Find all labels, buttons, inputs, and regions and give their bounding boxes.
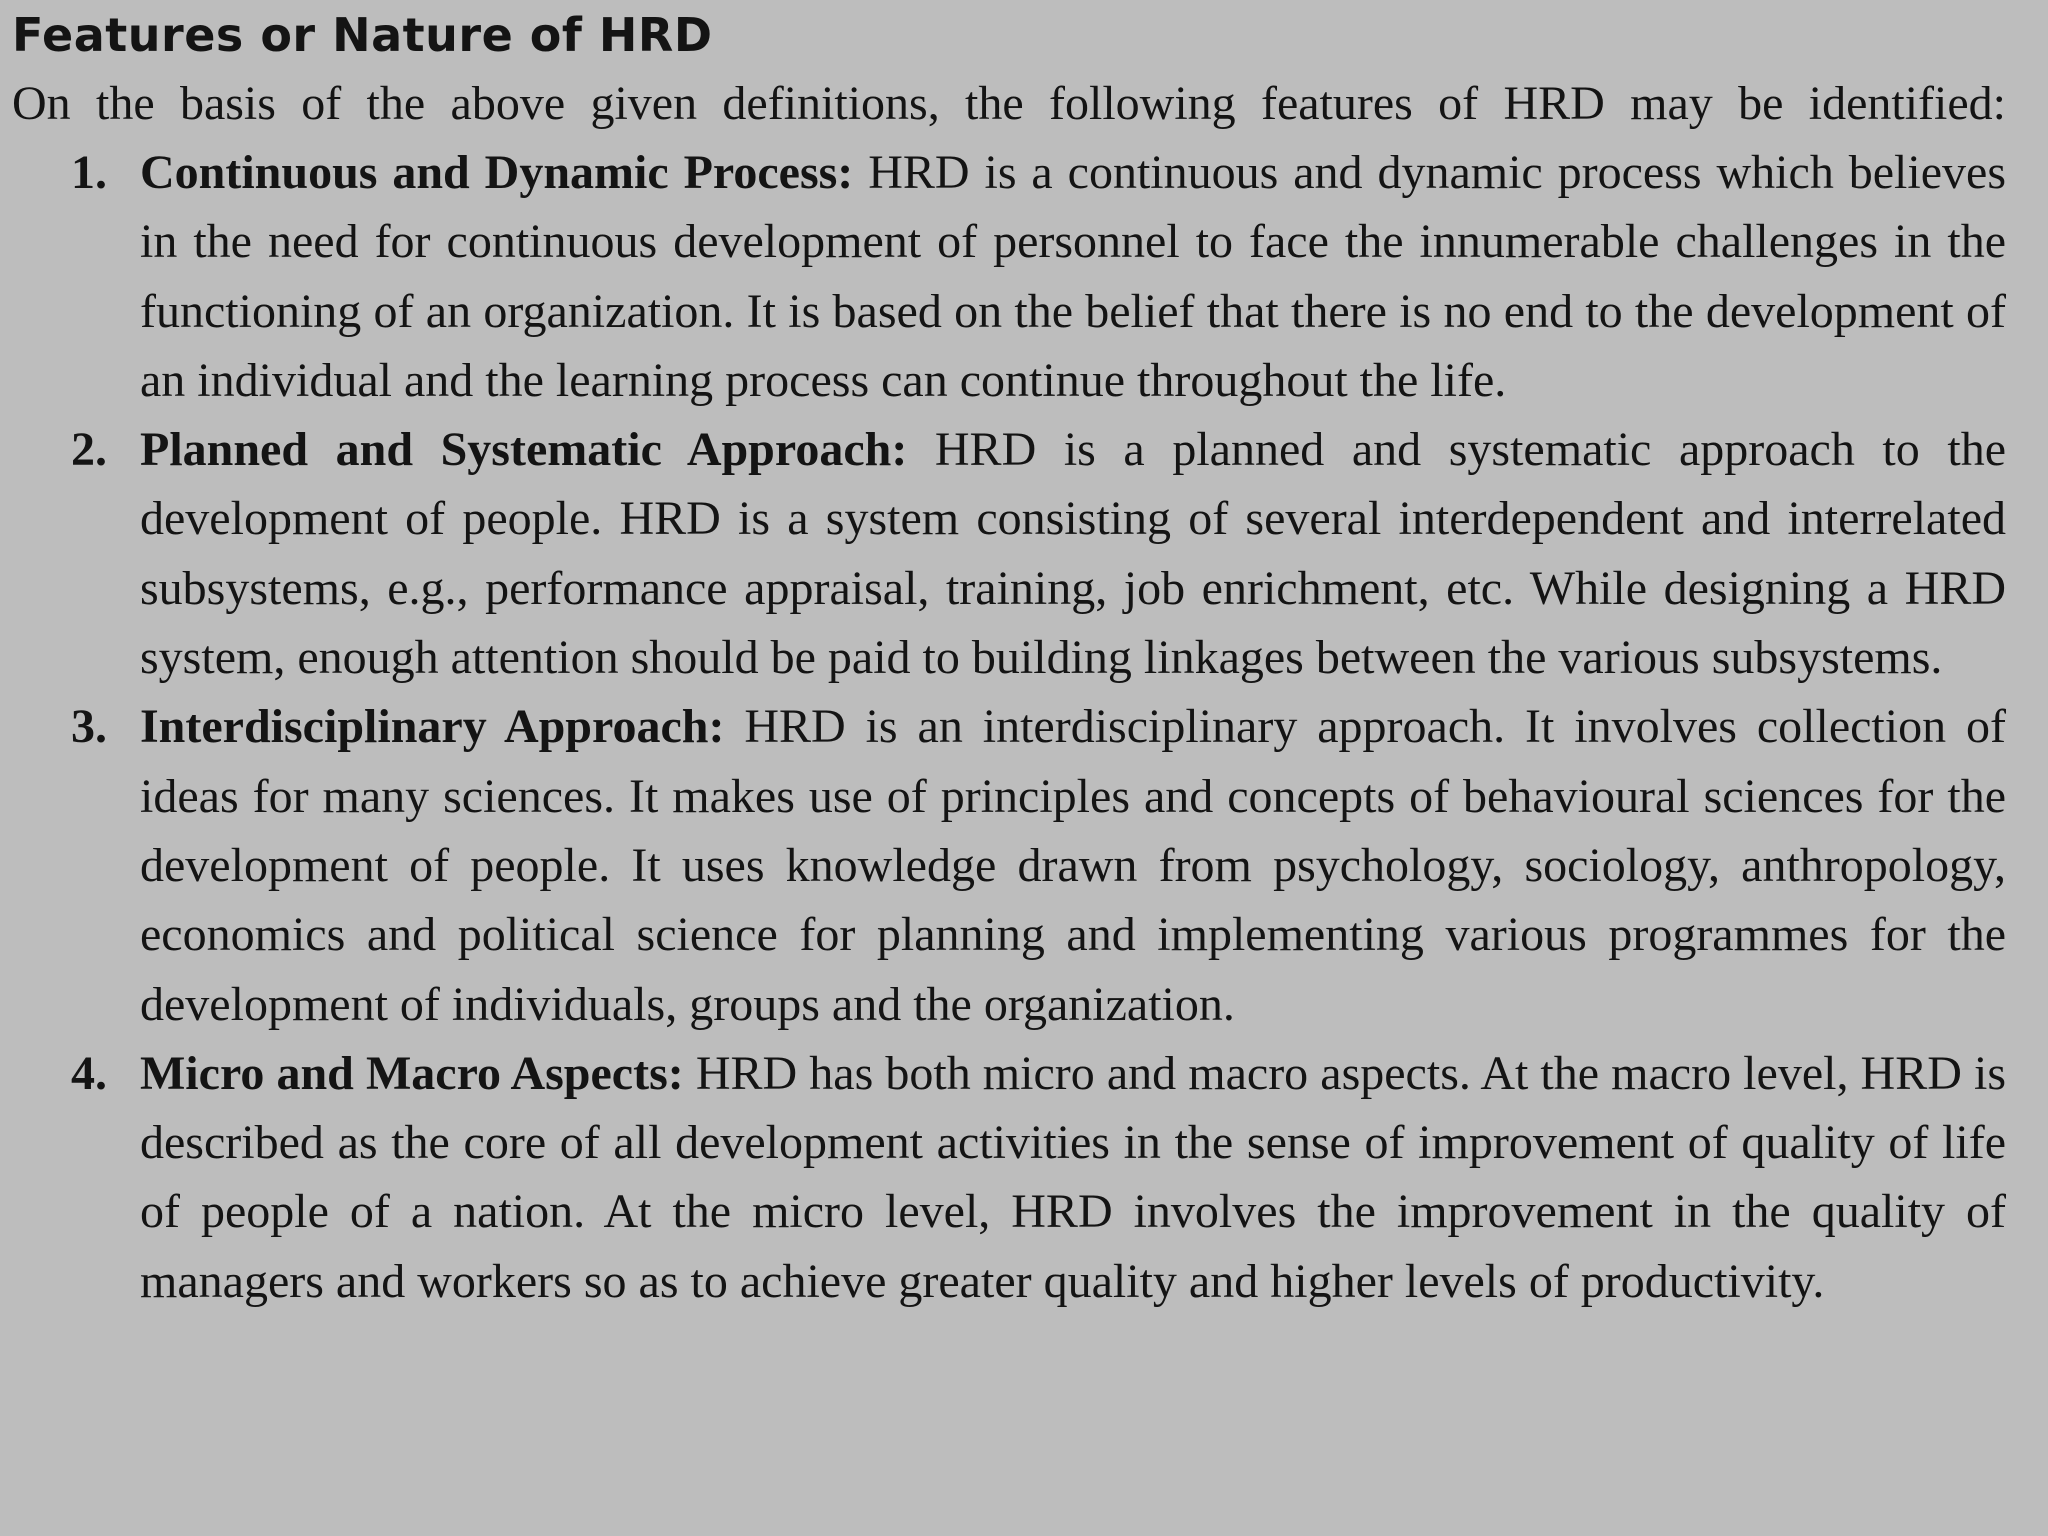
feature-title: Micro and Macro Aspects: <box>140 1046 696 1100</box>
feature-item <box>12 415 2006 692</box>
feature-text: HRD is an interdisciplinary approach. It involves collection of ideas for many sciences. It makes use of principles and concepts of behavioural sciences for the development of people. It uses knowledge drawn from psychology, sociology, anthropology, economics and political science for planning and implementing various programmes for the development of individuals, groups and the organization. <box>140 700 2007 1031</box>
intro-paragraph: On the basis of the above given definitions, the following features of HRD may be identified: <box>12 77 2006 130</box>
feature-item <box>12 138 2006 415</box>
feature-text: HRD has both micro and macro aspects. At the macro level, HRD is described as the core of all development activities in the sense of improvement of quality of life of people of a nation. At the micro level, HRD involves the improvement in the quality of managers and workers so as to achieve greater quality and higher levels of productivity. <box>140 1046 2006 1308</box>
features-list <box>12 138 2006 1316</box>
feature-text: HRD is a continuous and dynamic process which believes in the need for continuous development of personnel to face the innumerable challenges in the functioning of an organization. It is based on the belief that there is no end to the development of an individual and the learning process can continue throughout the life. <box>140 146 2007 407</box>
section-heading: Features or Nature of HRD <box>12 8 713 62</box>
feature-number: 3. <box>71 700 107 754</box>
feature-number: 1. <box>71 146 107 199</box>
feature-text: HRD is a planned and systematic approach to the development of people. HRD is a system consisting of several interdependent and interrelated subsystems, e.g., performance appraisal, training, job enrichment, etc. While designing a HRD system, enough attention should be paid to building linkages between the various subsystems. <box>140 423 2006 685</box>
feature-title: Continuous and Dynamic Process: <box>140 146 869 199</box>
document-page <box>12 0 2006 1316</box>
feature-item <box>12 692 2006 1038</box>
feature-title: Interdisciplinary Approach: <box>140 700 745 754</box>
feature-number: 4. <box>71 1046 107 1100</box>
feature-title: Planned and Systematic Approach: <box>140 423 935 477</box>
feature-item <box>12 1039 2006 1316</box>
feature-number: 2. <box>71 423 107 477</box>
